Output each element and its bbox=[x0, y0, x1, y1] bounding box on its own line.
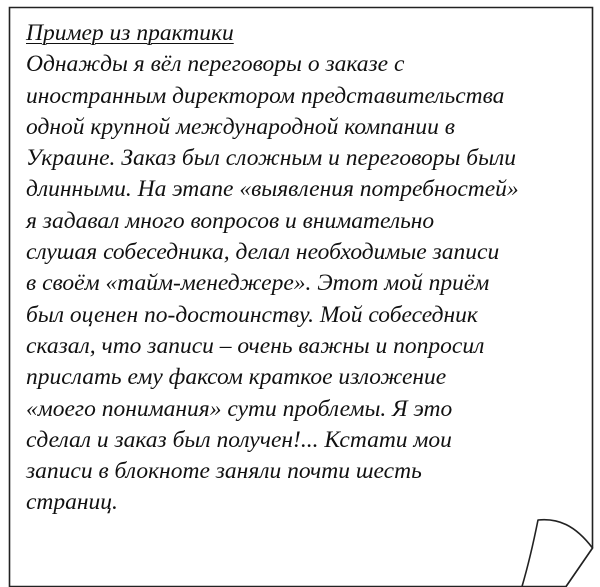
note-heading: Пример из практики bbox=[26, 20, 234, 46]
note-line: иностранным директором представительства bbox=[26, 82, 505, 109]
note-line: записи в блокноте заняли почти шесть bbox=[26, 458, 422, 485]
note-text bbox=[26, 18, 592, 519]
note-line: длинными. На этапе «выявления потребностей» bbox=[26, 176, 519, 203]
note-line: «моего понимания» сути проблемы. Я это bbox=[26, 395, 453, 422]
note-line: страниц. bbox=[26, 489, 118, 516]
note-line: сказал, что записи – очень важны и попросил bbox=[26, 332, 485, 359]
note-line: Однажды я вёл переговоры о заказе с bbox=[26, 51, 405, 78]
note-line: прислать ему факсом краткое изложение bbox=[26, 364, 447, 391]
note-line: одной крупной международной компании в bbox=[26, 113, 455, 140]
note-line: Украине. Заказ был сложным и переговоры были bbox=[26, 145, 517, 172]
note-line: я задавал много вопросов и внимательно bbox=[26, 207, 435, 234]
note-line: в своём «тайм-менеджере». Этот мой приём bbox=[26, 270, 490, 297]
note-line: был оценен по-достоинству. Мой собеседник bbox=[26, 301, 478, 328]
note-line: сделал и заказ был получен!... Кстати мои bbox=[26, 426, 452, 453]
note-line: слушая собеседника, делал необходимые записи bbox=[26, 239, 500, 266]
